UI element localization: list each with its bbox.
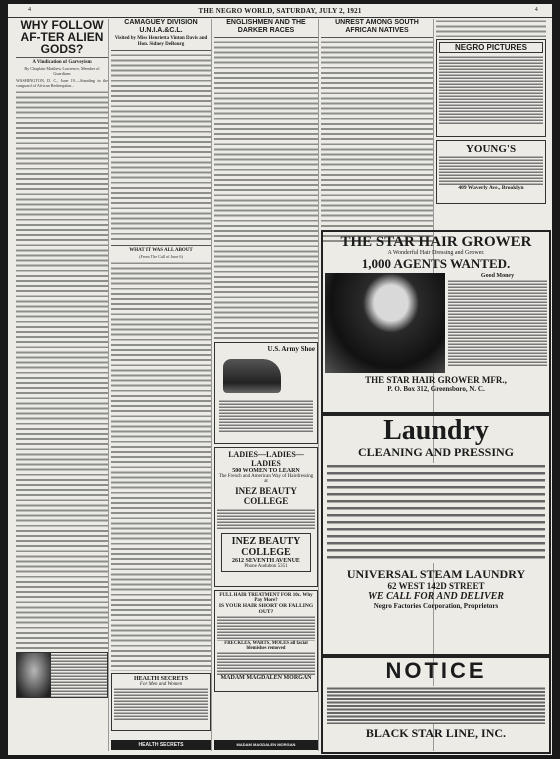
masthead-page-left: 4 xyxy=(28,7,32,13)
madam-name: MADAM MAGDALEN MORGAN xyxy=(220,675,312,681)
health-banner-text: HEALTH SECRETS xyxy=(138,742,184,748)
full-hair-body xyxy=(217,615,315,641)
army-shoe-ad xyxy=(214,342,318,444)
star-agents: 1,000 AGENTS WANTED. xyxy=(361,256,511,271)
what-it-was-body xyxy=(111,261,211,671)
camaguey-body xyxy=(111,53,211,243)
bottom-ad-portrait xyxy=(16,652,108,698)
laundry-subtitle: CLEANING AND PRESSING xyxy=(357,445,515,459)
laundry-proprietors: Negro Factories Corporation, Proprietors xyxy=(373,602,499,610)
health-secrets-ad xyxy=(111,673,211,731)
column-2 xyxy=(111,19,212,751)
negro-pictures-title: NEGRO PICTURES xyxy=(439,42,543,53)
laundry-address: 62 WEST 142D STREET xyxy=(387,581,485,591)
column-1 xyxy=(16,19,109,751)
shoe-image xyxy=(223,359,281,393)
negro-pictures-ad xyxy=(436,39,546,137)
laundry-title: Laundry xyxy=(383,415,489,446)
headline-alien-gods: WHY FOLLOW AF-TER ALIEN GODS? xyxy=(20,19,104,56)
divider xyxy=(321,37,433,38)
star-content-row xyxy=(325,273,547,373)
health-secrets-body xyxy=(114,687,208,721)
laundry-company: UNIVERSAL STEAM LAUNDRY xyxy=(346,567,526,581)
ad-text-block xyxy=(51,653,107,697)
star-subtitle: A Wonderful Hair Dressing and Grower. xyxy=(387,250,485,256)
laundry-ad xyxy=(321,412,551,658)
bottom-dark-banner xyxy=(214,740,318,750)
ladies-line: The French and American Way of Hairdressing at xyxy=(218,474,314,484)
notice-body xyxy=(327,686,545,724)
ladies-title: LADIES—LADIES—LADIES xyxy=(228,450,304,468)
byline: By Chaplain Matthew Lawrence, Member of Guardians xyxy=(24,66,100,77)
divider xyxy=(111,245,211,246)
youngs-title: YOUNG'S xyxy=(465,143,517,155)
youngs-address: 409 Waverly Ave., Brooklyn xyxy=(458,185,524,191)
star-address: P. O. Box 312, Greensboro, N. C. xyxy=(387,385,485,393)
star-side-text xyxy=(445,273,547,373)
divider xyxy=(111,50,211,51)
laundry-call-deliver: WE CALL FOR AND DELIVER xyxy=(368,591,504,602)
full-hair-title: FULL HAIR TREATMENT FOR 10c. Why Pay More? xyxy=(219,593,313,603)
ladies-subtitle: 500 WOMEN TO LEARN xyxy=(232,468,300,474)
column-3 xyxy=(214,19,319,751)
section-source: (From The Call of June 6) xyxy=(139,254,183,259)
divider xyxy=(214,37,318,38)
youngs-body xyxy=(439,155,543,185)
headline-camaguey: CAMAGUEY DIVISION U.N.I.A.&C.L. xyxy=(124,19,198,34)
army-shoe-title: U.S. Army Shoe xyxy=(267,345,315,353)
good-money: Good Money xyxy=(480,273,515,279)
full-hair-ad xyxy=(214,590,318,692)
inez-beauty-ad xyxy=(214,447,318,587)
newspaper-page xyxy=(8,4,552,755)
army-shoe-text xyxy=(219,399,313,433)
freckles-line: FRECKLES, WARTS, MOLES all facial blemishes removed xyxy=(224,641,308,651)
bottom-health-banner xyxy=(111,740,211,750)
article-lead: WASHINGTON, D. C., June 19.—Standing in the vanguard of African Redemption... xyxy=(16,78,108,89)
notice-ad xyxy=(321,654,551,754)
masthead-page-right: 4 xyxy=(534,7,538,13)
inez-phone: Phone Audubon 5351 xyxy=(244,564,288,569)
notice-company: BLACK STAR LINE, INC. xyxy=(365,726,507,740)
ad-portrait-image xyxy=(17,653,51,697)
col5-top-body xyxy=(436,19,546,37)
englishmen-body xyxy=(214,40,318,340)
madam-banner-text: MADAM MAGDALEN MORGAN xyxy=(236,742,296,747)
full-hair-question: IS YOUR HAIR SHORT OR FALLING OUT? xyxy=(218,603,314,615)
divider xyxy=(16,57,108,58)
star-company: THE STAR HAIR GROWER MFR., xyxy=(365,375,507,385)
notice-title: NOTICE xyxy=(385,658,487,683)
laundry-body xyxy=(327,463,545,563)
section-what-it-was-about: WHAT IT WAS ALL ABOUT xyxy=(129,248,193,253)
freckles-body xyxy=(217,651,315,675)
health-secrets-sub: For Men and Women xyxy=(139,682,183,688)
subhead-camaguey: Visited by Miss Henrietta Vinton Davis and Hon. Sidney DeBourg xyxy=(114,36,208,47)
masthead xyxy=(8,4,552,18)
inez-title: INEZ BEAUTY COLLEGE xyxy=(235,486,297,506)
star-side-body xyxy=(448,279,547,367)
masthead-title: THE NEGRO WORLD, SATURDAY, JULY 2, 1921 xyxy=(198,7,362,15)
headline-unrest: UNREST AMONG SOUTH AFRICAN NATIVES xyxy=(335,19,419,34)
inez-box-title: INEZ BEAUTY COLLEGE xyxy=(231,536,301,558)
inez-body xyxy=(217,508,315,530)
star-hair-grower-ad xyxy=(321,230,551,416)
youngs-ad xyxy=(436,140,546,204)
woman-hair-image xyxy=(325,273,445,373)
star-title: THE STAR HAIR GROWER xyxy=(340,234,532,250)
health-secrets-title: HEALTH SECRETS xyxy=(134,676,188,683)
unrest-body xyxy=(321,40,433,245)
inez-address: 2612 SEVENTH AVENUE xyxy=(232,558,300,564)
headline-englishmen: ENGLISHMEN AND THE DARKER RACES xyxy=(226,19,306,34)
article-body-block xyxy=(16,90,108,650)
inez-inner-box xyxy=(221,533,311,572)
negro-pictures-body xyxy=(439,55,543,125)
subhead-garveyism: A Vindication of Garveyism xyxy=(32,60,92,65)
